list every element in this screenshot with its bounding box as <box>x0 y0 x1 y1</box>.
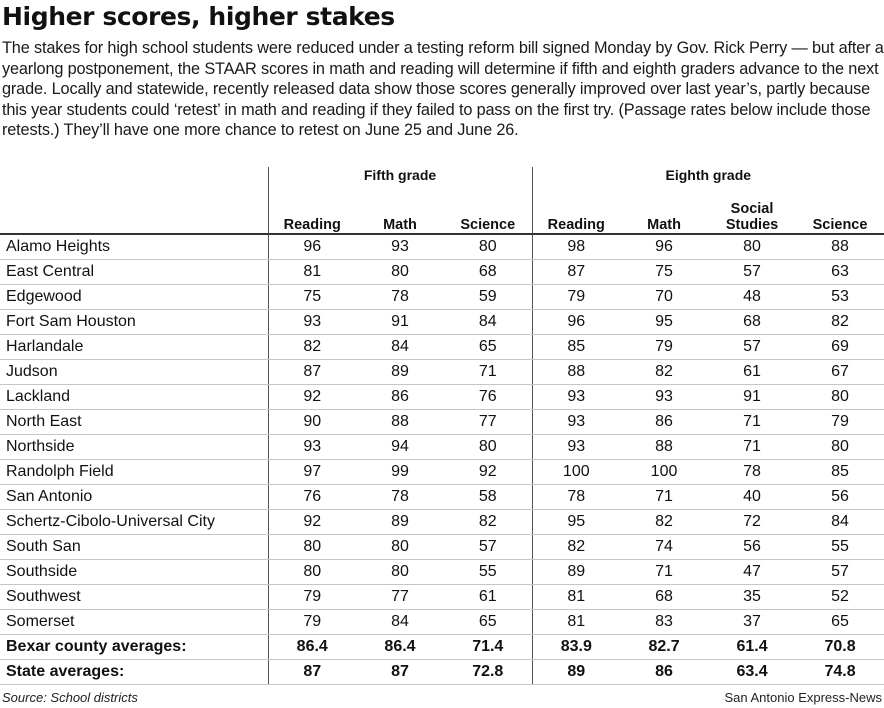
district-column-header <box>0 193 268 234</box>
score-cell-eighth-science: 57 <box>796 560 884 585</box>
score-cell-eighth-science: 82 <box>796 310 884 335</box>
district-name: North East <box>0 410 268 435</box>
score-cell-fifth-science: 71 <box>444 360 532 385</box>
score-cell-eighth-social-studies: 72 <box>708 510 796 535</box>
score-cell-eighth-science: 65 <box>796 610 884 635</box>
score-cell-fifth-science: 77 <box>444 410 532 435</box>
table-row <box>0 460 884 485</box>
score-cell-fifth-math: 78 <box>356 485 444 510</box>
score-cell-eighth-science: 88 <box>796 234 884 260</box>
score-cell-fifth-science: 59 <box>444 285 532 310</box>
score-cell-fifth-reading: 92 <box>268 510 356 535</box>
score-cell-eighth-science: 70.8 <box>796 635 884 660</box>
summary-row <box>0 635 884 660</box>
score-cell-fifth-math: 78 <box>356 285 444 310</box>
score-cell-fifth-math: 80 <box>356 535 444 560</box>
score-cell-eighth-science: 67 <box>796 360 884 385</box>
score-cell-eighth-social-studies: 35 <box>708 585 796 610</box>
district-name: Somerset <box>0 610 268 635</box>
score-cell-fifth-reading: 87 <box>268 660 356 685</box>
col-header-eighth-reading: Reading <box>532 193 620 234</box>
score-cell-eighth-science: 52 <box>796 585 884 610</box>
score-cell-fifth-science: 68 <box>444 260 532 285</box>
score-cell-eighth-math: 82 <box>620 510 708 535</box>
col-header-eighth-math: Math <box>620 193 708 234</box>
scores-table <box>0 167 884 685</box>
district-name: Bexar county averages: <box>0 635 268 660</box>
score-cell-eighth-reading: 96 <box>532 310 620 335</box>
table-row <box>0 485 884 510</box>
district-name: Northside <box>0 435 268 460</box>
score-cell-fifth-math: 88 <box>356 410 444 435</box>
score-cell-fifth-science: 80 <box>444 234 532 260</box>
score-cell-eighth-science: 69 <box>796 335 884 360</box>
score-cell-fifth-science: 92 <box>444 460 532 485</box>
score-cell-fifth-reading: 90 <box>268 410 356 435</box>
score-cell-eighth-social-studies: 56 <box>708 535 796 560</box>
score-cell-eighth-reading: 93 <box>532 385 620 410</box>
table-row <box>0 410 884 435</box>
score-cell-eighth-reading: 82 <box>532 535 620 560</box>
score-cell-fifth-reading: 93 <box>268 435 356 460</box>
score-cell-fifth-reading: 75 <box>268 285 356 310</box>
table-row <box>0 310 884 335</box>
intro-paragraph: The stakes for high school students were reduced under a testing reform bill signed Monday by Gov. Rick Perry — but after a yearlong postponement, the STAAR scores in math and reading will determine if fifth and eighth graders advance to the next grade. Locally and statewide, recently released data show those scores generally improved over last year’s, partly because this year students could ‘retest’ in math and reading if they failed to pass on the first try. (Passage rates below include those retests.) They’ll have one more chance to retest on June 25 and June 26. <box>2 39 884 140</box>
score-cell-fifth-reading: 87 <box>268 360 356 385</box>
score-cell-fifth-math: 86.4 <box>356 635 444 660</box>
score-cell-eighth-social-studies: 80 <box>708 234 796 260</box>
score-cell-eighth-math: 86 <box>620 660 708 685</box>
score-cell-eighth-math: 86 <box>620 410 708 435</box>
score-cell-fifth-science: 55 <box>444 560 532 585</box>
score-cell-eighth-math: 96 <box>620 234 708 260</box>
score-cell-eighth-science: 84 <box>796 510 884 535</box>
table-row <box>0 285 884 310</box>
table-row <box>0 260 884 285</box>
score-cell-eighth-math: 82 <box>620 360 708 385</box>
score-cell-eighth-math: 93 <box>620 385 708 410</box>
score-cell-fifth-science: 72.8 <box>444 660 532 685</box>
score-cell-fifth-reading: 79 <box>268 610 356 635</box>
score-cell-fifth-reading: 97 <box>268 460 356 485</box>
district-name: Alamo Heights <box>0 234 268 260</box>
district-name: Schertz-Cibolo-Universal City <box>0 510 268 535</box>
district-name: San Antonio <box>0 485 268 510</box>
score-cell-eighth-math: 79 <box>620 335 708 360</box>
score-cell-eighth-reading: 83.9 <box>532 635 620 660</box>
score-cell-eighth-social-studies: 48 <box>708 285 796 310</box>
score-cell-fifth-math: 99 <box>356 460 444 485</box>
score-cell-eighth-social-studies: 71 <box>708 435 796 460</box>
score-cell-eighth-reading: 79 <box>532 285 620 310</box>
score-cell-fifth-math: 87 <box>356 660 444 685</box>
score-cell-eighth-reading: 81 <box>532 585 620 610</box>
table-row <box>0 360 884 385</box>
score-cell-eighth-math: 71 <box>620 560 708 585</box>
group-header-eighth: Eighth grade <box>532 167 884 193</box>
score-cell-eighth-science: 55 <box>796 535 884 560</box>
score-cell-eighth-science: 85 <box>796 460 884 485</box>
score-cell-eighth-reading: 78 <box>532 485 620 510</box>
score-cell-eighth-social-studies: 40 <box>708 485 796 510</box>
score-cell-fifth-reading: 79 <box>268 585 356 610</box>
score-cell-eighth-social-studies: 78 <box>708 460 796 485</box>
score-cell-fifth-math: 86 <box>356 385 444 410</box>
score-cell-eighth-science: 80 <box>796 435 884 460</box>
score-cell-fifth-science: 82 <box>444 510 532 535</box>
table-row <box>0 610 884 635</box>
score-cell-fifth-science: 57 <box>444 535 532 560</box>
district-name: Fort Sam Houston <box>0 310 268 335</box>
score-cell-fifth-science: 76 <box>444 385 532 410</box>
score-cell-eighth-reading: 81 <box>532 610 620 635</box>
score-cell-eighth-math: 75 <box>620 260 708 285</box>
col-header-fifth-math: Math <box>356 193 444 234</box>
score-cell-eighth-social-studies: 91 <box>708 385 796 410</box>
score-cell-fifth-science: 58 <box>444 485 532 510</box>
district-name: South San <box>0 535 268 560</box>
score-cell-eighth-science: 74.8 <box>796 660 884 685</box>
col-header-eighth-science: Science <box>796 193 884 234</box>
page-title: Higher scores, higher stakes <box>2 2 395 31</box>
score-cell-eighth-reading: 100 <box>532 460 620 485</box>
score-cell-fifth-science: 80 <box>444 435 532 460</box>
credit-note: San Antonio Express-News <box>724 690 882 705</box>
score-cell-fifth-science: 61 <box>444 585 532 610</box>
score-cell-eighth-math: 95 <box>620 310 708 335</box>
score-cell-fifth-reading: 81 <box>268 260 356 285</box>
col-header-fifth-reading: Reading <box>268 193 356 234</box>
score-cell-eighth-reading: 98 <box>532 234 620 260</box>
col-header-fifth-science: Science <box>444 193 532 234</box>
score-cell-fifth-math: 93 <box>356 234 444 260</box>
district-name: Edgewood <box>0 285 268 310</box>
score-cell-eighth-science: 80 <box>796 385 884 410</box>
score-cell-eighth-math: 83 <box>620 610 708 635</box>
score-cell-eighth-reading: 87 <box>532 260 620 285</box>
score-cell-fifth-reading: 92 <box>268 385 356 410</box>
score-cell-eighth-reading: 88 <box>532 360 620 385</box>
score-cell-fifth-math: 77 <box>356 585 444 610</box>
score-cell-eighth-science: 56 <box>796 485 884 510</box>
table-row <box>0 535 884 560</box>
score-cell-eighth-math: 70 <box>620 285 708 310</box>
score-cell-fifth-reading: 86.4 <box>268 635 356 660</box>
score-cell-eighth-science: 63 <box>796 260 884 285</box>
score-cell-eighth-social-studies: 71 <box>708 410 796 435</box>
col-header-eighth-social-studies <box>708 193 796 234</box>
table-row <box>0 385 884 410</box>
score-cell-eighth-social-studies: 63.4 <box>708 660 796 685</box>
score-cell-fifth-science: 65 <box>444 610 532 635</box>
score-cell-eighth-social-studies: 57 <box>708 260 796 285</box>
score-cell-eighth-reading: 89 <box>532 560 620 585</box>
score-cell-fifth-reading: 76 <box>268 485 356 510</box>
score-cell-eighth-social-studies: 61.4 <box>708 635 796 660</box>
score-cell-eighth-reading: 93 <box>532 410 620 435</box>
group-header-fifth: Fifth grade <box>268 167 532 193</box>
score-cell-eighth-social-studies: 57 <box>708 335 796 360</box>
score-cell-eighth-math: 71 <box>620 485 708 510</box>
score-cell-fifth-reading: 80 <box>268 535 356 560</box>
table-row <box>0 335 884 360</box>
district-name: Lackland <box>0 385 268 410</box>
score-cell-eighth-math: 88 <box>620 435 708 460</box>
social-studies-label: Social Studies <box>725 201 779 233</box>
score-cell-eighth-math: 74 <box>620 535 708 560</box>
score-cell-fifth-math: 91 <box>356 310 444 335</box>
source-note: Source: School districts <box>2 690 138 705</box>
score-cell-fifth-math: 84 <box>356 610 444 635</box>
table-row <box>0 510 884 535</box>
district-name: Southwest <box>0 585 268 610</box>
score-cell-eighth-social-studies: 47 <box>708 560 796 585</box>
score-cell-fifth-reading: 80 <box>268 560 356 585</box>
score-cell-eighth-science: 79 <box>796 410 884 435</box>
score-cell-eighth-math: 82.7 <box>620 635 708 660</box>
score-cell-eighth-social-studies: 68 <box>708 310 796 335</box>
table-row <box>0 435 884 460</box>
score-cell-fifth-math: 80 <box>356 260 444 285</box>
score-cell-eighth-reading: 89 <box>532 660 620 685</box>
score-cell-fifth-reading: 96 <box>268 234 356 260</box>
score-cell-fifth-reading: 93 <box>268 310 356 335</box>
score-cell-eighth-science: 53 <box>796 285 884 310</box>
district-name: East Central <box>0 260 268 285</box>
score-cell-fifth-math: 84 <box>356 335 444 360</box>
table-row <box>0 560 884 585</box>
corner-blank <box>0 167 268 193</box>
score-cell-fifth-science: 84 <box>444 310 532 335</box>
score-cell-eighth-social-studies: 37 <box>708 610 796 635</box>
district-name: Southside <box>0 560 268 585</box>
score-cell-eighth-reading: 93 <box>532 435 620 460</box>
district-name: State averages: <box>0 660 268 685</box>
score-cell-eighth-reading: 85 <box>532 335 620 360</box>
summary-row <box>0 660 884 685</box>
table-row <box>0 234 884 260</box>
score-cell-eighth-math: 68 <box>620 585 708 610</box>
district-name: Randolph Field <box>0 460 268 485</box>
district-name: Judson <box>0 360 268 385</box>
score-cell-eighth-math: 100 <box>620 460 708 485</box>
district-name: Harlandale <box>0 335 268 360</box>
score-cell-fifth-science: 71.4 <box>444 635 532 660</box>
score-cell-eighth-reading: 95 <box>532 510 620 535</box>
score-cell-fifth-math: 94 <box>356 435 444 460</box>
score-cell-fifth-reading: 82 <box>268 335 356 360</box>
score-cell-eighth-social-studies: 61 <box>708 360 796 385</box>
score-cell-fifth-math: 80 <box>356 560 444 585</box>
score-cell-fifth-math: 89 <box>356 510 444 535</box>
score-cell-fifth-math: 89 <box>356 360 444 385</box>
score-cell-fifth-science: 65 <box>444 335 532 360</box>
table-row <box>0 585 884 610</box>
